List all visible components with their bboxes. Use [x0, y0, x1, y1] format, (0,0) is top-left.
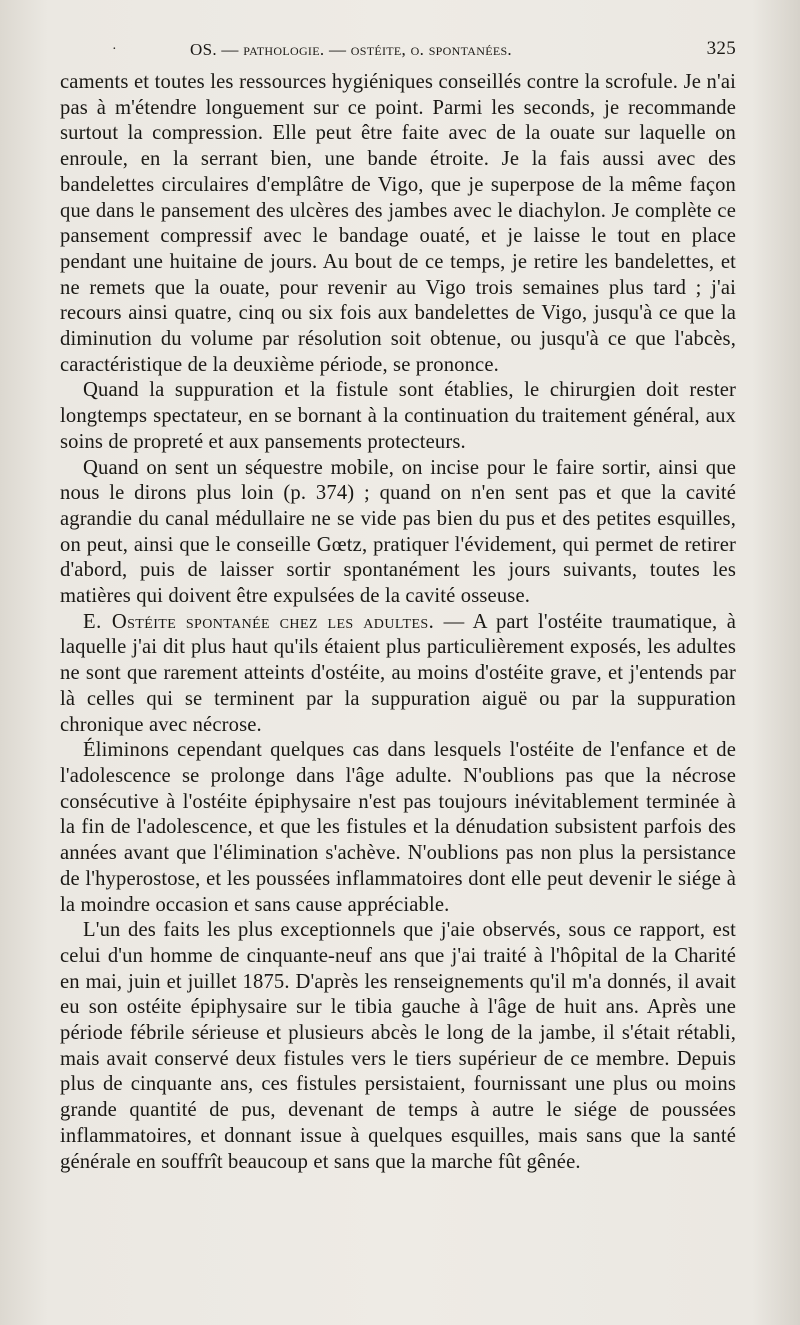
header-marker: ·	[112, 42, 117, 57]
paragraph-sequestre: Quand on sent un séquestre mobile, on incise pour le faire sortir, ainsi que nous le dirons plus loin (p. 374) ; quand on n'en sent pas et que la cavité agrandie du canal médullaire ne se vide pas bien du pus et des petites esquilles, on peut, ainsi que le conseille Gœtz, pratiquer l'évidement, qui permet de retirer d'abord, puis de laisser sortir spontanément les jours suivants, toutes les matières qui doivent être expulsées de la cavité osseuse.	[60, 456, 736, 608]
running-header	[60, 38, 736, 64]
section-title: Ostéite spontanée chez les adultes.	[111, 610, 435, 633]
paragraph-eliminons: Éliminons cependant quelques cas dans lesquels l'ostéite de l'enfance et de l'adolescence se prolonge dans l'âge adulte. N'oublions pas que la nécrose consécutive à l'ostéite épiphysaire n'est pas toujours inévitablement terminée à la fin de l'adolescence, et que les fistules et la dénudation subsistent parfois des années avant que l'élimination s'achève. N'oublions pas non plus la persistance de l'hyperostose, et les poussées inflammatoires dont elle peut devenir le siége à la moindre occasion et sans cause appréciable.	[60, 739, 736, 916]
paragraph-suppuration: Quand la suppuration et la fistule sont établies, le chirurgien doit rester longtemps spectateur, en se bornant à la continuation du traitement général, aux soins de propreté et aux pansements protecteurs.	[60, 379, 736, 453]
section-heading-letter: E.	[83, 610, 112, 633]
running-title: OS. — pathologie. — ostéite, o. spontanées.	[190, 40, 512, 59]
paragraph-section-e	[60, 610, 736, 739]
section-e-text: — A part l'ostéite traumatique, à laquelle j'ai dit plus haut qu'ils étaient plus particulièrement exposés, les adultes ne sont que rarement atteints d'ostéite, au moins d'ostéite grave, et j'entends par là celles qui se terminent par la suppuration aiguë ou par la suppuration chronique avec nécrose.	[60, 610, 737, 736]
paragraph-continuation: caments et toutes les ressources hygiéniques conseillés contre la scrofule. Je n'ai pas à m'étendre longuement sur ce point. Parmi les seconds, je recommande surtout la compression. Elle peut être faite avec de la ouate sur laquelle on enroule, en la serrant bien, une bande étroite. Je la fais aussi avec des bandelettes circulaires d'emplâtre de Vigo, que je superpose de la même façon que dans le pansement des ulcères des jambes avec le diachylon. Je complète ce pansement compressif avec le bandage ouaté, et je laisse le tout en place pendant une huitaine de jours. Au bout de ce temps, je retire les bandelettes, et ne remets que la ouate, pour revenir au Vigo trois semaines plus tard ; j'ai recours ainsi quatre, cinq ou six fois aux bandelettes de Vigo, jusqu'à ce que la diminution du volume par résolution soit obtenue, ou jusqu'à ce que l'abcès, caractéristique de la deuxième période, se prononce.	[60, 71, 736, 376]
body-text	[60, 70, 736, 1175]
paragraph-case-report: L'un des faits les plus exceptionnels que j'aie observés, sous ce rapport, est celui d'un homme de cinquante-neuf ans que j'ai traité à l'hôpital de la Charité en mai, juin et juillet 1875. D'après les renseignements qu'il m'a donnés, il avait eu son ostéite épiphysaire sur le tibia gauche à l'âge de huit ans. Après une période fébrile sérieuse et plusieurs abcès le long de la jambe, il s'était rétabli, mais avait conservé deux fistules vers le tiers supérieur de ce membre. Depuis plus de cinquante ans, ces fistules persistaient, fournissant une plus ou moins grande quantité de pus, devenant de temps à autre le siége de poussées inflammatoires, et donnant issue à quelques esquilles, mais sans que la santé générale en souffrît beaucoup et sans que la marche fût gênée.	[60, 919, 736, 1173]
page-number: 325	[706, 38, 736, 59]
